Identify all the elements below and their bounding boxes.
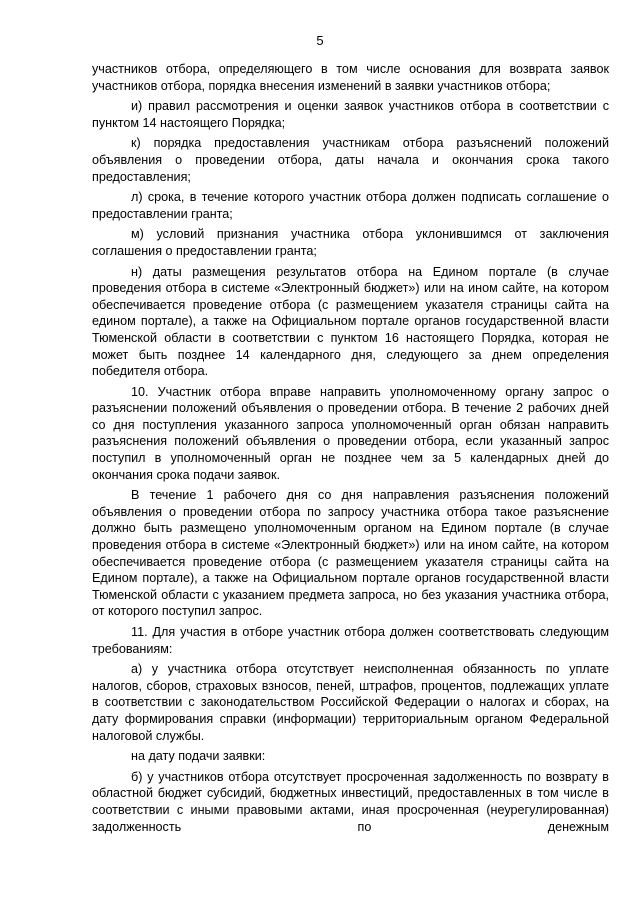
paragraph-item-n: н) даты размещения результатов отбора на Едином портале (в случае проведения отбора в системе «Электронный бюджет») или на ином сайте, на котором обеспечивается проведение отбора (с размещением указателя страницы сайта на едином портале), а также на Официальном портале органов государственной власти Тюменской области в соответствии с пунктом 16 настоящего Порядка, которая не может быть позднее 14 календарного дня, следующего за днем определения победителя отбора. — [92, 264, 609, 379]
paragraph-item-i: и) правил рассмотрения и оценки заявок участников отбора в соответствии с пунктом 14 настоящего Порядка; — [92, 99, 609, 130]
paragraph-item-a: а) у участника отбора отсутствует неисполненная обязанность по уплате налогов, сборов, страховых взносов, пеней, штрафов, процентов, подлежащих уплате в соответствии с законодательством Российской Федерации о налогах и сборах, на дату формирования справки (информации) территориальным органом Федеральной налоговой службы. — [92, 662, 609, 743]
paragraph-item-k: к) порядка предоставления участникам отбора разъяснений положений объявления о проведении отбора, даты начала и окончания срока такого предоставления; — [92, 136, 609, 184]
paragraph-item-b: б) у участников отбора отсутствует просроченная задолженность по возврату в областной бюджет субсидий, бюджетных инвестиций, предоставленных в том числе в соответствии с иными правовыми актами, иная просроченная (неурегулированная) задолженность по денежным — [92, 769, 609, 834]
paragraph-continuation: участников отбора, определяющего в том числе основания для возврата заявок участников отбора, порядка внесения изменений в заявки участников отбора; — [92, 62, 609, 93]
paragraph-clause-11: 11. Для участия в отборе участник отбора должен соответствовать следующим требованиям: — [92, 625, 609, 656]
paragraph-date-note: на дату подачи заявки: — [131, 749, 266, 764]
paragraph-clause-10: 10. Участник отбора вправе направить уполномоченному органу запрос о разъяснении положений объявления о проведении отбора. В течение 2 рабочих дней со дня поступления указанного запроса уполномоченный орган обязан направить разъяснения положений объявления о проведении отбора, если указанный запрос поступил в уполномоченный орган не позднее чем за 5 календарных дней до окончания срока подачи заявок. — [92, 384, 609, 482]
document-body — [92, 61, 609, 839]
paragraph-item-m: м) условий признания участника отбора уклонившимся от заключения соглашения о предоставлении гранта; — [92, 227, 609, 258]
paragraph-item-l: л) срока, в течение которого участник отбора должен подписать соглашение о предоставлении гранта; — [92, 190, 609, 221]
page-number: 5 — [316, 33, 324, 48]
paragraph-clause-10-cont: В течение 1 рабочего дня со дня направления разъяснения положений объявления о проведении отбора по запросу участника отбора такое разъяснение должно быть размещено уполномоченным органом на Едином портале (в случае проведения отбора в системе «Электронный бюджет») или на ином сайте, на котором обеспечивается проведение отбора (с размещением указателя страницы сайта на Едином портале), а также на Официальном портале органов государственной власти Тюменской области с указанием предмета запроса, но без указания участника отбора, от которого поступил запрос. — [92, 488, 609, 619]
